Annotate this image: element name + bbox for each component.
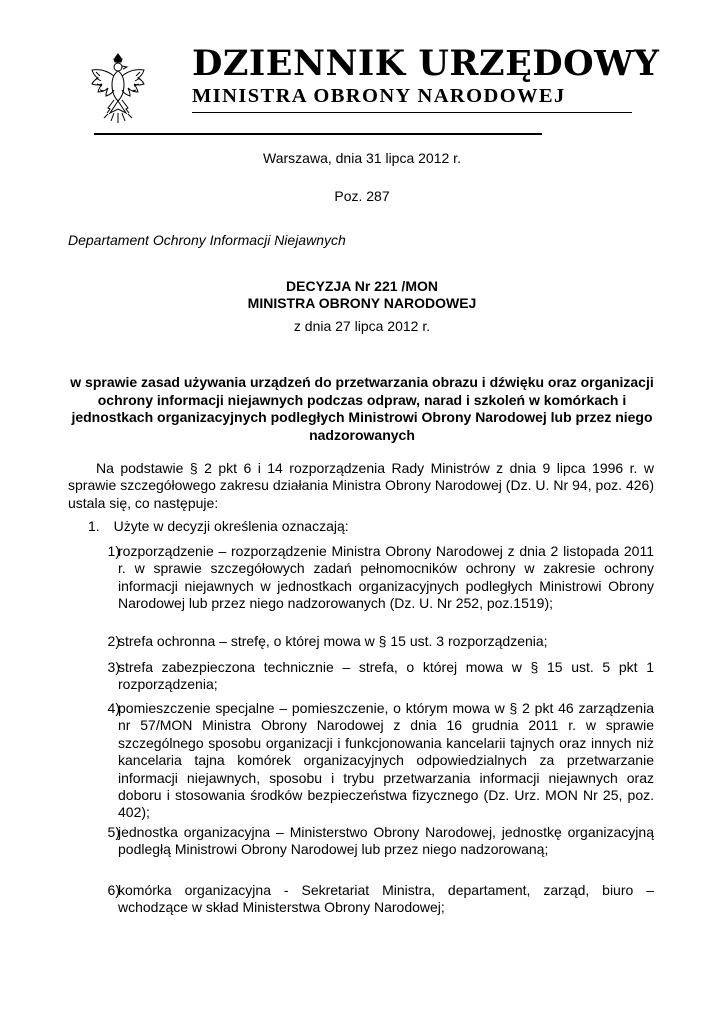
definition-item xyxy=(104,633,654,650)
header-rule xyxy=(192,112,632,113)
item-number: 4) xyxy=(107,700,120,716)
item-text: jednostka organizacyjna – Ministerstwo Obrony Narodowej, jednostkę organizacyjną podległą Ministrowi Obrony Narodowej lub przez niego nadzorowaną; xyxy=(118,824,654,858)
point-1: 1. Użyte w decyzji określenia oznaczają: xyxy=(88,518,349,534)
item-text: strefa ochronna – strefę, o której mowa w § 15 ust. 3 rozporządzenia; xyxy=(118,633,548,649)
item-number: 6) xyxy=(107,882,120,898)
item-text: pomieszczenie specjalne – pomieszczenie, o którym mowa w § 2 pkt 46 zarządzenia nr 57/MON Ministra Obrony Narodowej z dnia 16 grudnia 2011 r. w sprawie szczególnego sposobu organizacji i funkcjonowania kancelarii tajnych oraz innych niż kancelaria tajna komórek organizacyjnych odpowiedzialnych za przetwarzanie informacji niejawnych, sposobu i trybu przetwarzania informacji niejawnych oraz doboru i stosowania środków bezpieczeństwa fizycznego (Dz. Urz. MON Nr 25, poz. 402); xyxy=(118,700,654,821)
journal-subtitle: MINISTRA OBRONY NARODOWEJ xyxy=(192,85,566,107)
decision-title: DECYZJA Nr 221 /MON xyxy=(286,278,438,294)
position-number: Poz. 287 xyxy=(334,188,390,204)
place-date: Warszawa, dnia 31 lipca 2012 r. xyxy=(263,150,461,166)
definition-item xyxy=(104,700,654,822)
header-rule-bold xyxy=(94,133,542,135)
polish-eagle-emblem xyxy=(88,50,148,130)
decision-date: z dnia 27 lipca 2012 r. xyxy=(293,318,431,334)
item-text: strefa zabezpieczona technicznie – strefa, o której mowa w § 15 ust. 5 pkt 1 rozporządzenia; xyxy=(118,659,654,693)
definition-item xyxy=(104,882,654,917)
decision-issuer: MINISTRA OBRONY NARODOWEJ xyxy=(247,295,477,311)
department: Departament Ochrony Informacji Niejawnych xyxy=(68,232,346,248)
definition-item xyxy=(104,659,654,694)
preamble xyxy=(68,460,654,512)
item-text: komórka organizacyjna - Sekretariat Ministra, departament, zarząd, biuro – wchodzące w skład Ministerstwa Obrony Narodowej; xyxy=(118,882,654,916)
item-number: 5) xyxy=(107,824,120,840)
preamble-text: Na podstawie § 2 pkt 6 i 14 rozporządzenia Rady Ministrów z dnia 9 lipca 1996 r. w sprawie szczegółowego zakresu działania Ministra Obrony Narodowej (Dz. U. Nr 94, poz. 426) ustala się, co następuje: xyxy=(68,460,654,511)
definition-item xyxy=(104,824,654,859)
definition-item xyxy=(104,543,654,613)
item-number: 1) xyxy=(107,543,120,559)
item-number: 2) xyxy=(107,633,120,649)
item-text: rozporządzenie – rozporządzenie Ministra Obrony Narodowej z dnia 2 listopada 2011 r. w sprawie szczegółowych zadań pełnomocników ochrony w zakresie ochrony informacji niejawnych w jednostkach organizacyjnych podległych Ministrowi Obrony Narodowej lub przez niego nadzorowanych (Dz. U. Nr 252, poz.1519); xyxy=(118,543,654,612)
masthead xyxy=(88,40,660,140)
item-number: 3) xyxy=(107,659,120,675)
journal-title: DZIENNIK URZĘDOWY xyxy=(192,43,660,84)
decision-subject: w sprawie zasad używania urządzeń do przetwarzania obrazu i dźwięku oraz organizacji ochrony informacji niejawnych podczas odpraw, narad i szkoleń w komórkach i jednostkach organizacyjnych podległych Ministrowi Obrony Narodowej lub przez niego nadzorowanych xyxy=(70,374,654,443)
